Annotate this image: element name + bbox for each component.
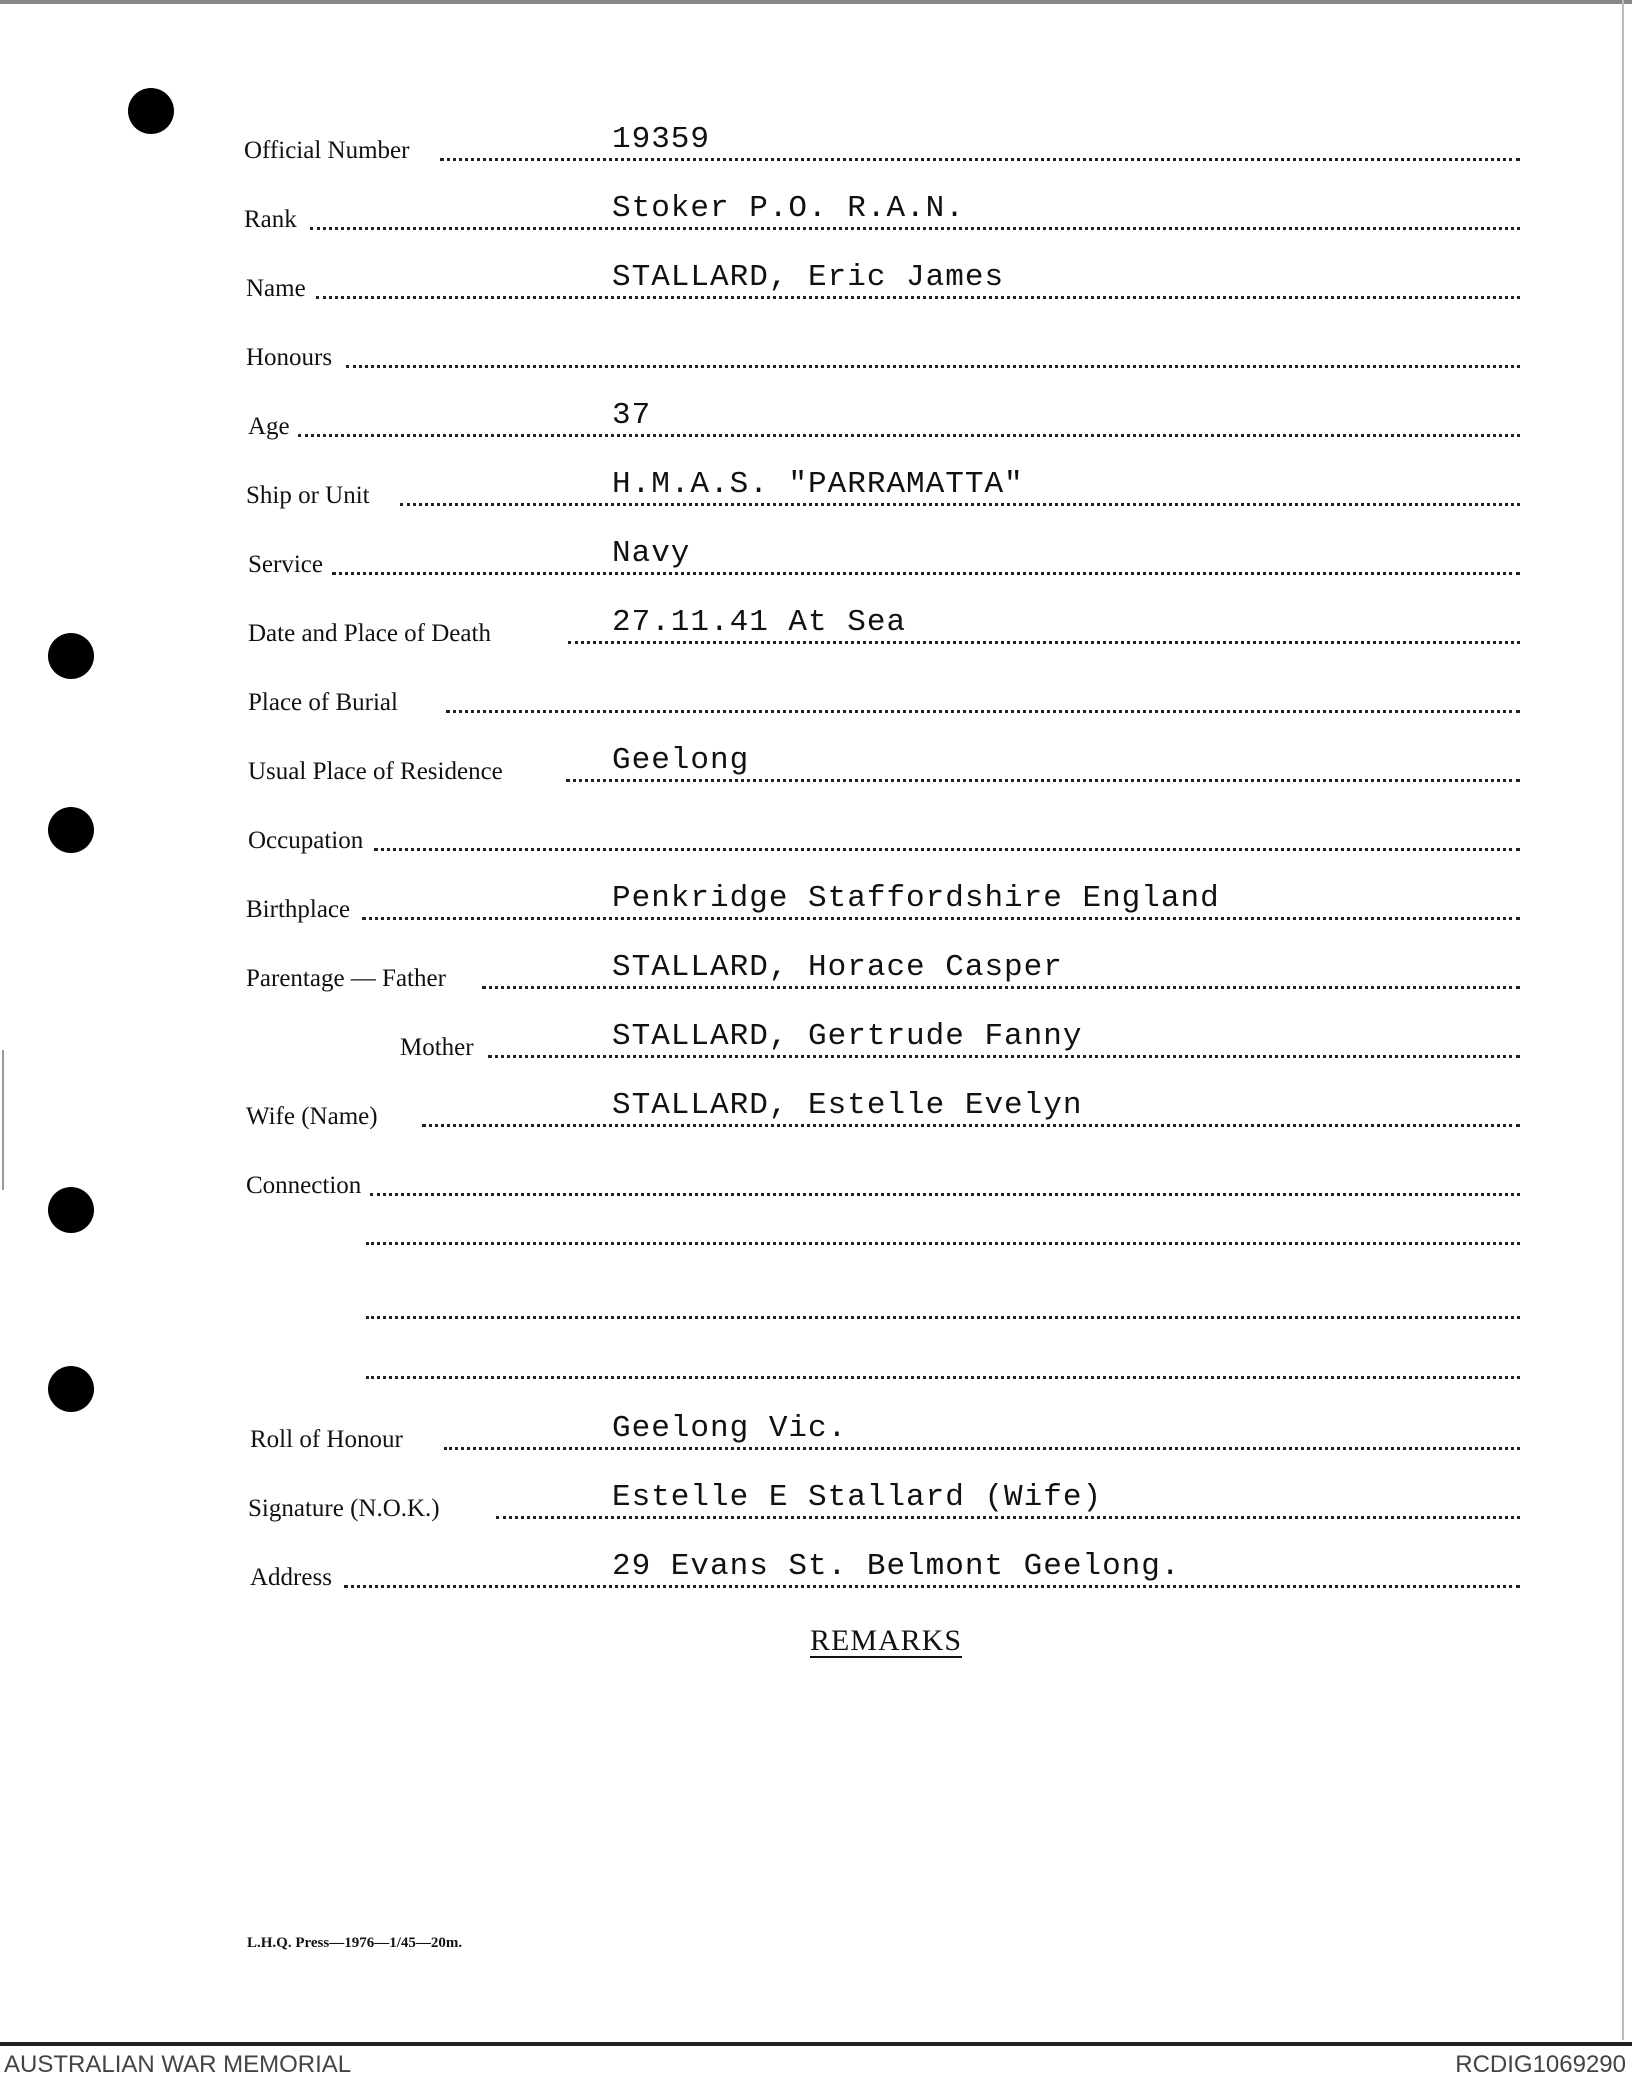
field-label-mother: Mother <box>400 1034 474 1061</box>
field-row-roll-of-honour <box>0 1396 1632 1466</box>
field-row-service <box>0 521 1632 591</box>
field-label-service: Service <box>248 551 323 578</box>
footer-rule <box>0 2042 1632 2046</box>
field-value-rank: Stoker P.O. R.A.N. <box>612 191 965 226</box>
field-label-roll-of-honour: Roll of Honour <box>250 1426 403 1453</box>
field-dotted-line <box>422 1124 1520 1127</box>
field-value-date-place-of-death: 27.11.41 At Sea <box>612 605 907 640</box>
connection-dotted-line <box>366 1316 1520 1319</box>
top-border <box>0 0 1632 4</box>
field-label-honours: Honours <box>246 344 333 371</box>
field-label-age: Age <box>248 413 290 440</box>
field-label-birthplace: Birthplace <box>246 896 351 923</box>
field-label-place-of-burial: Place of Burial <box>248 689 398 716</box>
connection-dotted-line <box>366 1376 1520 1379</box>
field-row-ship-or-unit <box>0 452 1632 522</box>
field-row-wife <box>0 1073 1632 1143</box>
field-dotted-line <box>298 434 1520 437</box>
field-row-signature <box>0 1465 1632 1535</box>
field-row-place-of-burial <box>0 659 1632 729</box>
field-row-usual-residence <box>0 728 1632 798</box>
field-dotted-line <box>374 848 1520 851</box>
printer-imprint: L.H.Q. Press—1976—1/45—20m. <box>247 1935 463 1951</box>
field-value-signature: Estelle E Stallard (Wife) <box>612 1480 1103 1515</box>
field-value-official-number: 19359 <box>612 122 711 157</box>
field-label-date-place-of-death: Date and Place of Death <box>248 620 491 647</box>
field-value-service: Navy <box>612 536 691 571</box>
field-label-official-number: Official Number <box>244 137 410 164</box>
field-dotted-line <box>316 296 1520 299</box>
field-dotted-line <box>482 986 1520 989</box>
field-label-name: Name <box>246 275 306 302</box>
field-label-signature: Signature (N.O.K.) <box>248 1495 440 1522</box>
footer-record-id: RCDIG1069290 <box>1455 2051 1626 2078</box>
field-value-roll-of-honour: Geelong Vic. <box>612 1411 848 1446</box>
field-dotted-line <box>400 503 1520 506</box>
field-label-wife: Wife (Name) <box>246 1103 378 1130</box>
field-dotted-line <box>346 365 1520 368</box>
footer-archive-name: AUSTRALIAN WAR MEMORIAL <box>4 2051 352 2078</box>
field-label-address: Address <box>250 1564 332 1591</box>
field-value-age: 37 <box>612 398 652 433</box>
field-label-ship-or-unit: Ship or Unit <box>246 482 370 509</box>
field-dotted-line <box>310 227 1520 230</box>
field-row-age <box>0 383 1632 453</box>
field-dotted-line <box>488 1055 1520 1058</box>
field-value-father: STALLARD, Horace Casper <box>612 950 1063 985</box>
field-row-father <box>0 935 1632 1005</box>
field-label-father: Parentage — Father <box>246 965 446 992</box>
field-row-official-number <box>0 107 1632 177</box>
field-dotted-line <box>444 1447 1520 1450</box>
field-value-ship-or-unit: H.M.A.S. "PARRAMATTA" <box>612 467 1024 502</box>
field-value-usual-residence: Geelong <box>612 743 750 778</box>
field-dotted-line <box>496 1516 1520 1519</box>
field-row-name <box>0 245 1632 315</box>
field-row-connection <box>0 1142 1632 1212</box>
field-label-connection: Connection <box>246 1172 362 1199</box>
field-dotted-line <box>568 641 1520 644</box>
field-label-occupation: Occupation <box>248 827 364 854</box>
field-dotted-line <box>344 1585 1520 1588</box>
field-label-usual-residence: Usual Place of Residence <box>248 758 503 785</box>
field-row-birthplace <box>0 866 1632 936</box>
field-value-birthplace: Penkridge Staffordshire England <box>612 881 1220 916</box>
field-dotted-line <box>566 779 1520 782</box>
field-row-rank <box>0 176 1632 246</box>
field-row-honours <box>0 314 1632 384</box>
field-dotted-line <box>362 917 1520 920</box>
field-row-occupation <box>0 797 1632 867</box>
field-dotted-line <box>440 158 1520 161</box>
field-row-date-place-of-death <box>0 590 1632 660</box>
field-row-mother <box>0 1004 1632 1074</box>
field-dotted-line <box>370 1193 1520 1196</box>
connection-dotted-line <box>366 1242 1520 1245</box>
field-dotted-line <box>332 572 1520 575</box>
field-row-address <box>0 1534 1632 1604</box>
field-value-name: STALLARD, Eric James <box>612 260 1005 295</box>
field-label-rank: Rank <box>244 206 297 233</box>
field-value-address: 29 Evans St. Belmont Geelong. <box>612 1549 1181 1584</box>
field-value-wife: STALLARD, Estelle Evelyn <box>612 1088 1083 1123</box>
field-value-mother: STALLARD, Gertrude Fanny <box>612 1019 1083 1054</box>
field-dotted-line <box>446 710 1520 713</box>
remarks-heading: REMARKS <box>810 1624 963 1657</box>
